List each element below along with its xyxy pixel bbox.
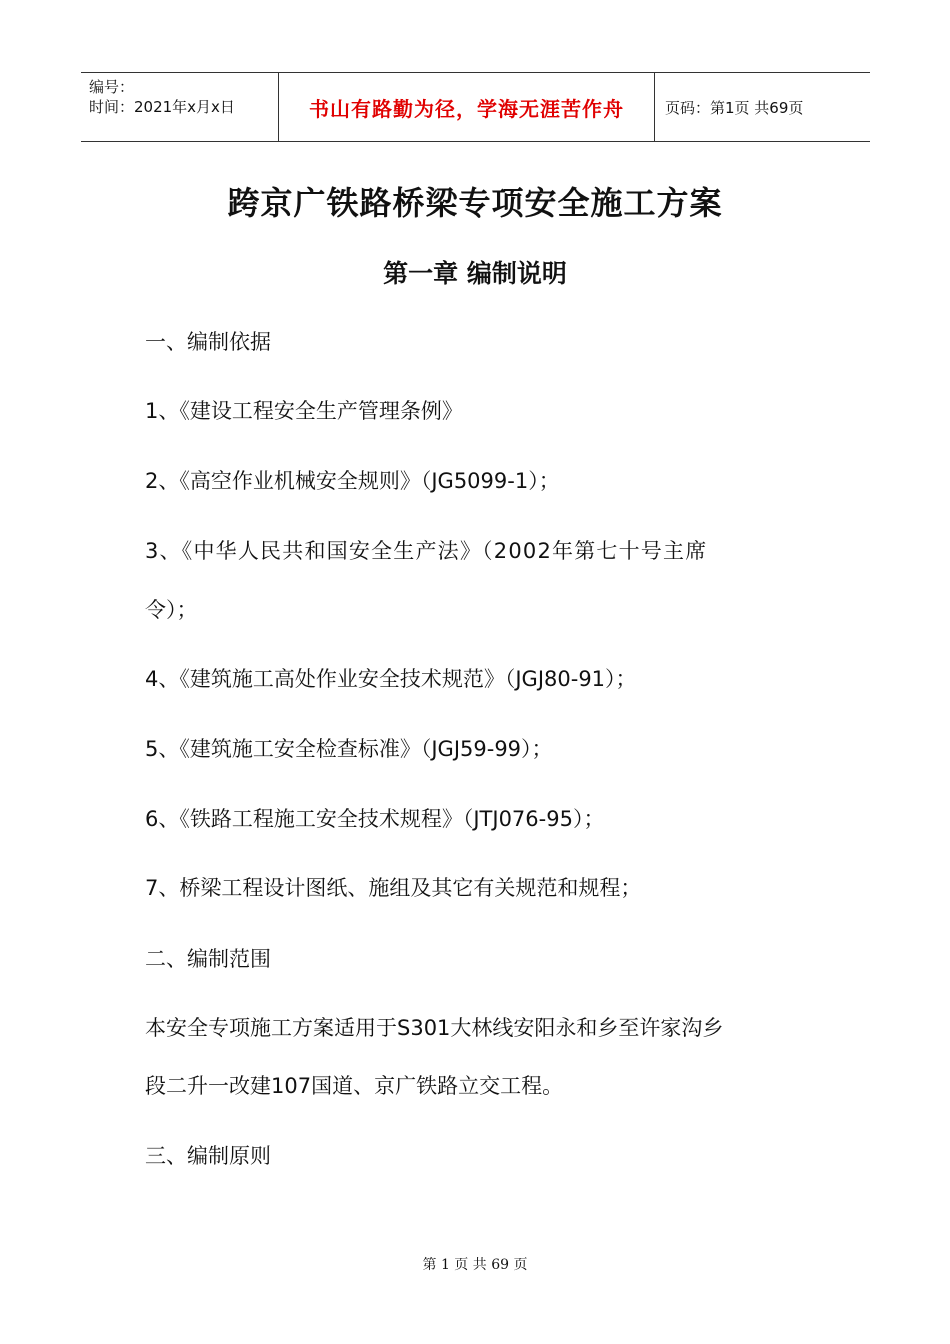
list-item: 5、《建筑施工安全检查标准》（JGJ59-99）； [145,737,553,761]
list-item: 6、《铁路工程施工安全技术规程》（JTJ076-95）； [145,807,605,831]
list-item: 4、《建筑施工高处作业安全技术规范》（JGJ80-91）； [145,667,637,691]
page-footer: 第 1 页 共 69 页 [422,1257,528,1273]
list-item: 3、《中华人民共和国安全生产法》（2002年第七十号主席 [145,539,708,563]
paragraph-line: 段二升一改建107国道、京广铁路立交工程。 [145,1074,564,1098]
section-heading-basis: 一、编制依据 [145,330,271,354]
list-item: 1、《建设工程安全生产管理条例》 [145,399,463,423]
document-header [81,72,870,142]
section-heading-scope: 二、编制范围 [145,947,271,971]
document-title: 跨京广铁路桥梁专项安全施工方案 [227,184,723,222]
section-heading-principles: 三、编制原则 [145,1144,271,1168]
list-item: 2、《高空作业机械安全规则》（JG5099-1）； [145,469,560,493]
header-motto: 书山有路勤为径，学海无涯苦作舟 [279,73,655,141]
document-number-label: 编号： [89,78,135,96]
list-item: 7、桥梁工程设计图纸、施组及其它有关规范和规程； [145,876,642,900]
paragraph-line: 本安全专项施工方案适用于S301大林线安阳永和乡至许家沟乡 [145,1016,724,1040]
document-time-label: 时间：2021年x月x日 [89,98,235,116]
header-page-info: 页码：第1页 共69页 [665,98,804,117]
chapter-heading: 第一章 编制说明 [383,259,567,288]
list-item-continuation: 令）； [145,598,198,622]
header-meta-cell [81,73,279,141]
